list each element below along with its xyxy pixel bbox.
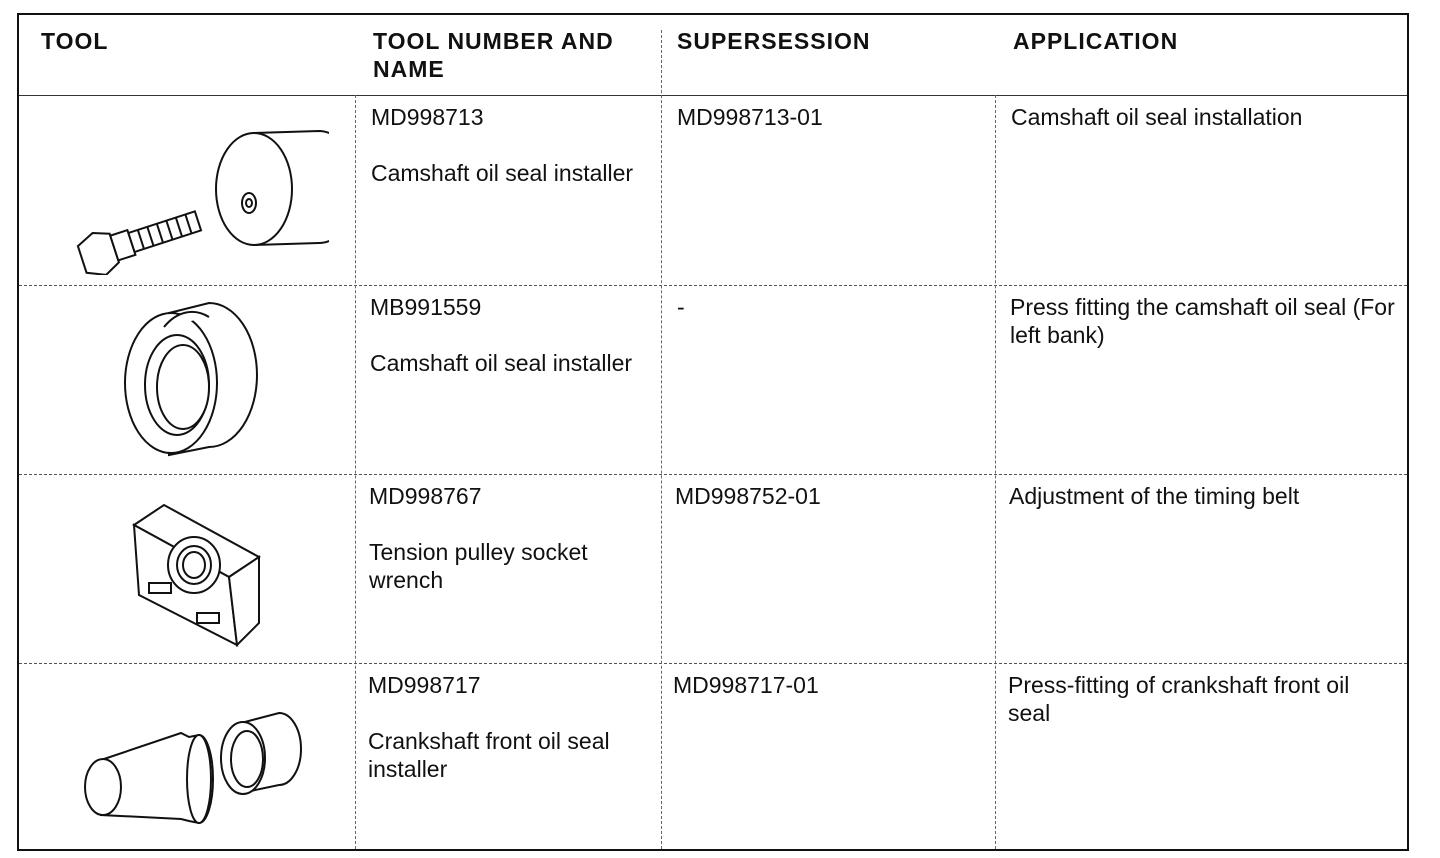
bolt-and-cylinder-installer-icon <box>69 115 329 275</box>
application-value: Adjustment of the timing belt <box>1009 483 1300 509</box>
header-application: APPLICATION <box>1013 28 1179 54</box>
row-divider <box>19 95 1407 96</box>
supersession-value: - <box>677 294 685 320</box>
supersession-value: MD998713-01 <box>677 104 823 130</box>
row-divider <box>19 663 1407 664</box>
header-tool-number-and-name: TOOL NUMBER AND NAME <box>373 28 614 82</box>
column-divider <box>355 95 356 849</box>
application-value: Camshaft oil seal installation <box>1011 104 1303 130</box>
supersession-value: MD998717-01 <box>673 672 819 698</box>
crankshaft-seal-installer-icon <box>81 695 341 830</box>
supersession-value: MD998752-01 <box>675 483 821 509</box>
application-value: Press fitting the camshaft oil seal (For left bank) <box>1010 294 1395 348</box>
column-divider <box>995 95 996 849</box>
tool-name: Camshaft oil seal installer <box>371 160 634 186</box>
application-value: Press-fitting of crankshaft front oil seal <box>1008 672 1350 726</box>
tool-number-cell <box>368 671 648 783</box>
ring-installer-icon <box>109 297 269 457</box>
tool-table <box>17 13 1409 851</box>
tool-number: MD998713 <box>371 104 484 130</box>
tool-number: MD998767 <box>369 483 482 509</box>
tool-number-cell <box>369 482 649 594</box>
header-tool: TOOL <box>41 28 109 54</box>
tool-number-cell <box>371 103 651 187</box>
header-supersession: SUPERSESSION <box>677 28 871 54</box>
tool-name: Camshaft oil seal installer <box>370 350 633 376</box>
tool-number: MD998717 <box>368 672 481 698</box>
tool-number-cell <box>370 293 650 377</box>
tool-name: Tension pulley socket wrench <box>369 539 588 593</box>
row-divider <box>19 474 1407 475</box>
tool-name: Crankshaft front oil seal installer <box>368 728 610 782</box>
column-divider <box>661 30 662 849</box>
row-divider <box>19 285 1407 286</box>
socket-wrench-block-icon <box>119 495 279 655</box>
tool-number: MB991559 <box>370 294 482 320</box>
